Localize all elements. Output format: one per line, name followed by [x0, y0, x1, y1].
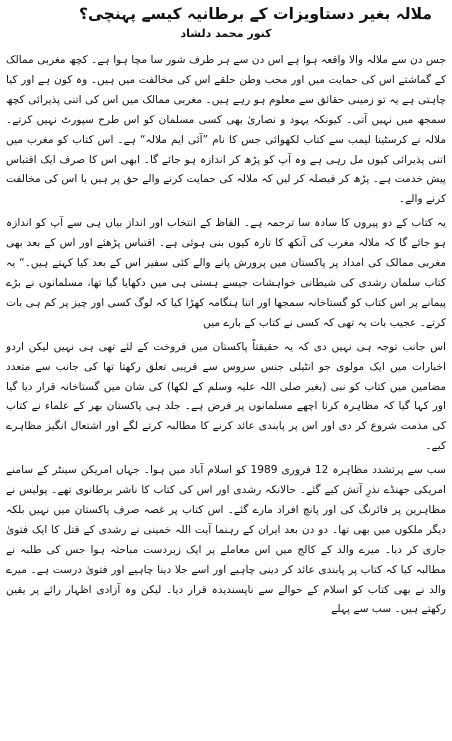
article-paragraph-4: سب سے پرتشدد مظاہرہ 12 فروری 1989 کو اسلام آباد میں ہوا۔ جہاں امریکن سینٹر کے سامنے امریکی جھنڈے نذرِ آتش کیے گئے۔ حالانکہ رشدی اور اس کی کتاب کا ناشر برطانوی تھے۔ پولیس نے مظاہرین پر فائرنگ کی اور پانچ افراد مارے گئے۔ اس کتاب پر غصہ صرف پاکستان میں نہیں بلکہ دیگر ملکوں میں بھی تھا۔ دو دن بعد ایران کے رہنما آیت اللہ خمینی نے رشدی کے قتل کا ایک فتویٰ جاری کر دیا۔ میرے والد کے کالج میں اس معاملے پر ایک زبردست مباحثہ ہوا جس کی طلبہ نے مطالبہ کیا کہ کتاب پر پابندی عائد کر دینی چاہیے اور اسے جلا دینا چاہیے اور فتویٰ درست ہے۔ میرے والد نے بھی کتاب کو اسلام کے حوالے سے ناپسندیدہ قرار دیا۔ لیکن وہ آزادی اظہار رائے پر یقین رکھتے ہیں۔ سب سے پہلے [6, 464, 446, 616]
article-title: ملالہ بغیر دستاویزات کے برطانیہ کیسے پہنچی؟ [79, 5, 432, 23]
article-paragraph-1: جس دن سے ملالہ والا واقعہ ہوا ہے اس دن سے ہر طرف شور سا مچا ہوا ہے۔ کچھ مغربی ممالک کے گماشتے اس کی حمایت میں اور محب وطن حلقے اس کی مخالفت میں ہیں۔ وہ کون ہے اور کیا چاہتی ہے یہ تو زمینی حقائق سے معلوم ہو رہے ہیں۔ مغربی ممالک میں اس کی اتنی پذیرائی کچھ سمجھ میں نہیں آتی۔ کیونکہ یہود و نصاریٰ بھی کسی مسلمان کو اس طرح سپورٹ نہیں کرتے۔ ملالہ نے کرسٹینا لیمب سے کتاب لکھوائی جس کا نام ”آئی ایم ملالہ“ ہے۔ اس کتاب کو مغرب میں اتنی پذیرائی کیوں مل رہی ہے وہ آپ کو پڑھ کر اندازہ ہو جائے گا۔ ابھی اس کا صرف ایک اقتباس پیش خدمت ہے۔ پڑھ کر فیصلہ کر لیں کہ ملالہ کی حمایت کرنے والے حق پر ہیں یا اس کی مخالفت کرنے والے۔ [6, 54, 446, 206]
article-paragraph-2: یہ کتاب کے دو پیروں کا سادہ سا ترجمہ ہے۔ الفاظ کے انتخاب اور انداز بیاں ہی سے آپ کو اندازہ ہو جائے گا کہ ملالہ مغرب کی آنکھ کا تارہ کیوں بنی ہوئی ہے۔ اقتباس پڑھئے اور اس کے بعد بھی مغربی ممالک کی امداد پر پاکستان میں پرورش پانے والے کئی سفیر اس کے بعد کیا کہتے ہیں۔“ یہ کتاب سلمان رشدی کی شیطانی خواہشات جیسے ہستی ہی میں دکھایا گیا تھا، مسلمانوں نے بڑے پیمانے پر اس کتاب کو گستاخانہ سمجھا اور اتنا ہنگامہ کھڑا کیا کہ لوگ کسی اور چیز پر کم ہی بات کرتے۔ عجیب بات یہ تھی کہ کسی نے کتاب کے بارے میں [6, 217, 446, 329]
article-author: کنور محمد دلشاد [180, 27, 272, 40]
article-paragraph-3: اس جانب توجہ ہی نہیں دی کہ یہ حقیقتاً پاکستان میں فروخت کے لئے تھی ہی نہیں لیکن اردو اخبارات میں ایک مولوی جو انٹیلی جنس سروس سے قریبی تعلق رکھتا تھا کی جانب سے متعدد مضامین میں کتاب کو نبی (بغیر صلی اللہ علیہ وسلم کے لکھا) کی شان میں گستاخانہ قرار دیا گیا اور کہا گیا کہ مظاہرہ کرنا اچھے مسلمانوں پر فرض ہے۔ جلد ہی پاکستان بھر کے علماء نے کتاب کی مذمت شروع کر دی اور اس پر پابندی عائد کرنے کا مطالبہ کرتے لگے اور اشتعال انگیز مظاہرے کیے۔ [6, 340, 446, 453]
